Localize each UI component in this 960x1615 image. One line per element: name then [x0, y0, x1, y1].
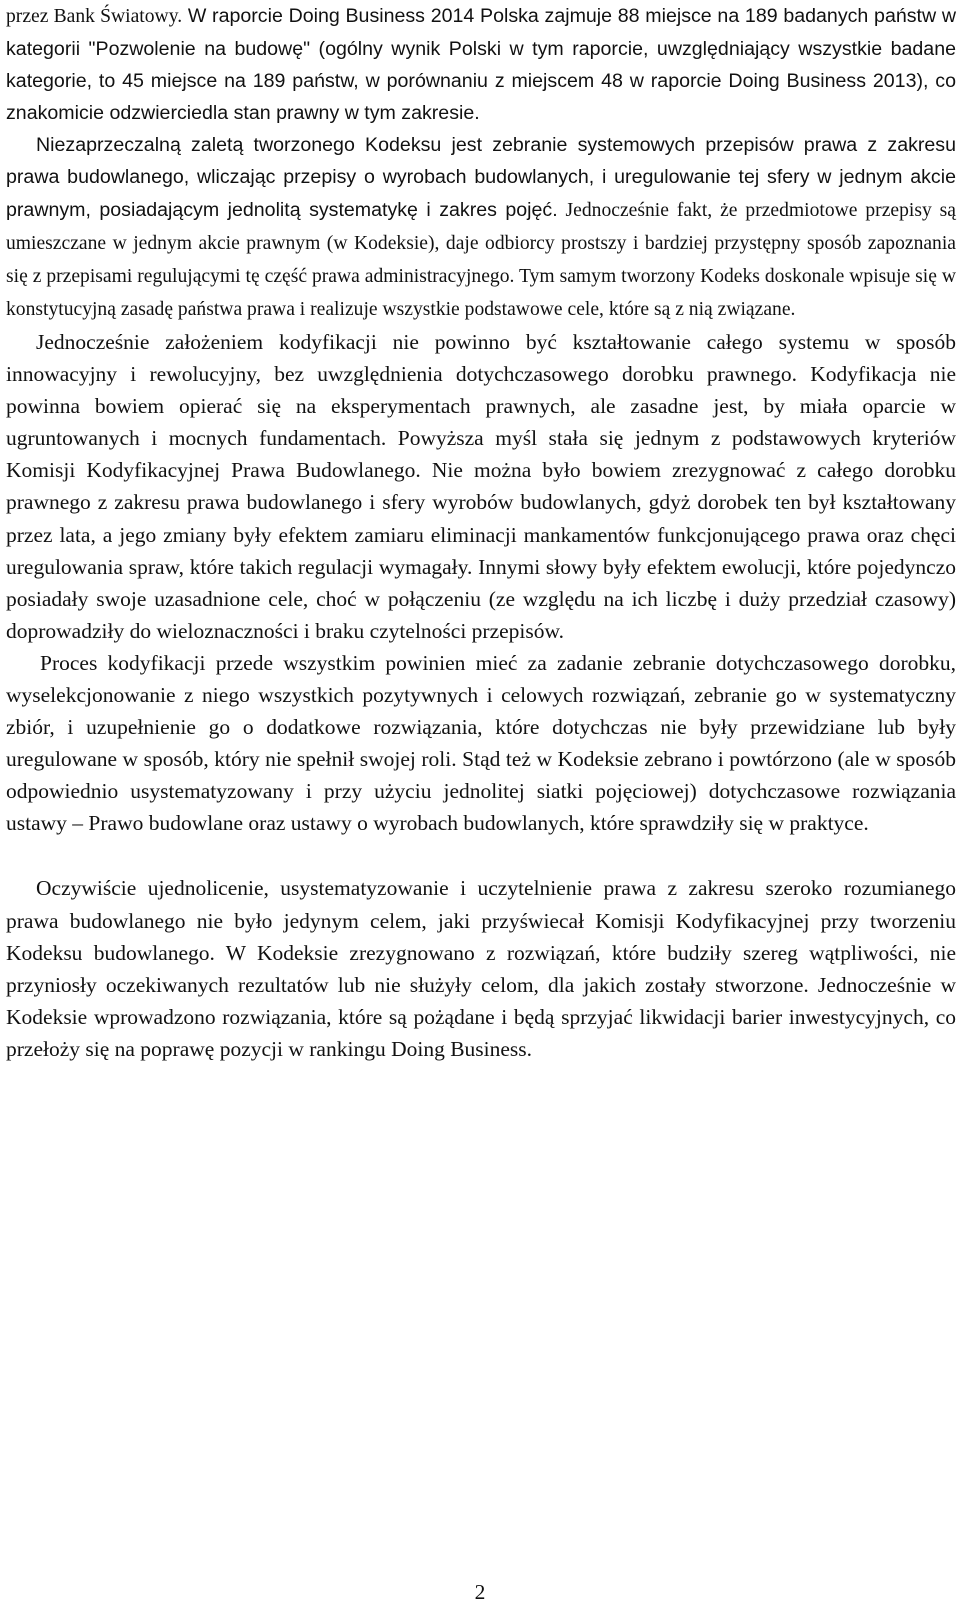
document-page	[6, 0, 956, 1065]
paragraph-continuation: Jednocześnie fakt, że przedmiotowe przepisy są umieszczane w jednym akcie prawnym (w Kodeksie), daje odbiorcy prostszy i bardziej przystępny sposób zapoznania się z przepisami regulującymi tę część prawa administracyjnego. Tym samym tworzony Kodeks doskonale wpisuje się w konstytucyjną zasadę państwa prawa i realizuje wszystkie podstawowe cele, które są z nią związane.	[6, 199, 956, 320]
paragraph-unification-goals: Oczywiście ujednolicenie, usystematyzowanie i uczytelnienie prawa z zakresu szeroko rozumianego prawa budowlanego nie było jedynym celem, jaki przyświecał Komisji Kodyfikacyjnej przy tworzeniu Kodeksu budowlanego. W Kodeksie zrezygnowano z rozwiązań, które budziły szereg wątpliwości, nie przyniosły oczekiwanych rezultatów lub nie służyły celom, dla jakich zostały stworzone. Jednocześnie w Kodeksie wprowadzono rozwiązania, które są pożądane i będą sprzyjać likwidacji barier inwestycyjnych, co przełoży się na poprawę pozycji w rankingu Doing Business.	[6, 876, 956, 1061]
page-number: 2	[474, 1580, 486, 1604]
paragraph-doing-business-ranking	[6, 0, 956, 129]
paragraph-body: W raporcie Doing Business 2014 Polska zajmuje 88 miejsce na 189 badanych państw w kategorii "Pozwolenie na budowę" (ogólny wynik Polski w tym raporcie, uwzględniający wszystkie badane kategorie, to 45 miejsce na 189 państw, w porównaniu z miejscem 48 w raporcie Doing Business 2013), co znakomicie odzwierciedla stan prawny w tym zakresie.	[6, 5, 956, 125]
paragraph-codification-process: Proces kodyfikacji przede wszystkim powinien mieć za zadanie zebranie dotychczasowego dorobku, wyselekcjonowanie z niego wszystkich pozytywnych i celowych rozwiązań, zebranie go w systematyczny zbiór, i uzupełnienie go o dodatkowe rozwiązania, które dotychczas nie były przewidziane lub były uregulowane w sposób, który nie spełnił swojej roli. Stąd też w Kodeksie zebrano i powtórzono (ale w sposób odpowiednio usystematyzowany i przy użyciu jednolitej siatki pojęciowej) dotychczasowe rozwiązania ustawy – Prawo budowlane oraz ustawy o wyrobach budowlanych, które sprawdziły się w praktyce.	[6, 650, 956, 836]
paragraph-gap	[6, 839, 956, 872]
paragraph-codification-assumptions: Jednocześnie założeniem kodyfikacji nie powinno być kształtowanie całego systemu w sposób innowacyjny i rewolucyjny, bez uwzględnienia dotychczasowego dorobku prawnego. Kodyfikacja nie powinna bowiem opierać się na eksperymentach prawnych, ale zasadne jest, by miała oparcie w ugruntowanych i mocnych fundamentach. Powyższa myśl stała się jednym z podstawowych kryteriów Komisji Kodyfikacyjnej Prawa Budowlanego. Nie można było bowiem zrezygnować z całego dorobku prawnego z zakresu prawa budowlanego i sfery wyrobów budowlanych, gdyż dorobek ten był kształtowany przez lata, a jego zmiany były efektem zamiaru eliminacji mankamentów funkcjonującego prawa oraz chęci uregulowania spraw, które takich regulacji wymagały. Innymi słowy były efektem ewolucji, które pojedynczo posiadały swoje uzasadnione cele, choć w połączeniu (ze względu na ich liczbę i duży przedział czasowy) doprowadziły do wieloznaczności i braku czytelności przepisów.	[6, 329, 956, 643]
paragraph-lead-in: przez Bank Światowy.	[6, 6, 183, 27]
paragraph-body: Niezaprzeczalną zaletą tworzonego Kodeksu jest zebranie systemowych przepisów prawa z zakresu prawa budowlanego, wliczając przepisy o wyrobach budowlanych, i uregulowanie tej sfery w jednym akcie prawnym, posiadającym jednolitą systematykę i zakres pojęć.	[6, 134, 956, 221]
paragraph-codex-advantage	[6, 129, 956, 326]
